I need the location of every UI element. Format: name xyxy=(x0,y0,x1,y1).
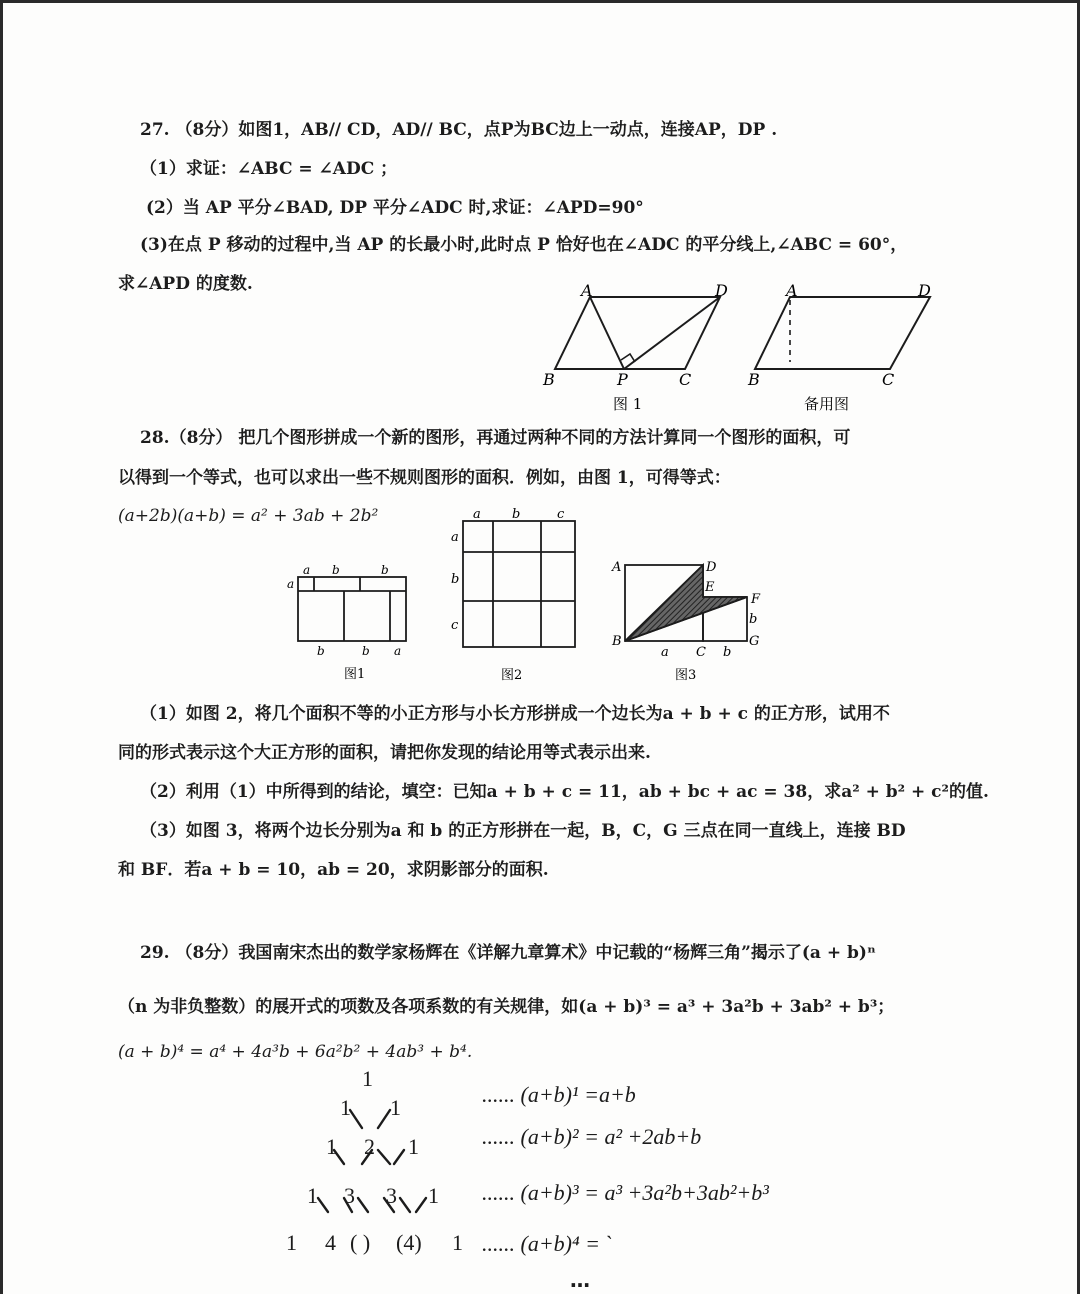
q27-fig1-label-a: A xyxy=(581,282,593,300)
q28-fig2-left-c: c xyxy=(451,618,459,633)
tri-r4-c1: 4 xyxy=(325,1230,336,1255)
q27-part3-line2: 求∠APD 的度数. xyxy=(118,274,253,294)
q28-fig3-caption: 图3 xyxy=(675,668,697,683)
q27-backup-label-d: D xyxy=(918,282,931,300)
q28-fig3-label-e: E xyxy=(705,580,715,595)
q28-fig1-top-a: a xyxy=(303,563,311,577)
q29-stem-line2: （n 为非负整数）的展开式的项数及各项系数的有关规律，如(a + b)³ = a³ + 3a²b + 3ab² + b³； xyxy=(118,997,895,1017)
tri-r4-c4: 1 xyxy=(452,1230,463,1255)
expansion-eq-2: ...... (a+b)² = a² +2ab+b xyxy=(482,1124,702,1149)
scan-border-top xyxy=(0,0,1080,3)
q27-fig1-label-p: P xyxy=(617,370,628,389)
q28-fig2-top-b: b xyxy=(512,507,521,522)
q28-fig2-left-b: b xyxy=(451,572,460,587)
q28-fig1-bottom-a: a xyxy=(394,644,402,658)
q27-fig1-caption: 图 1 xyxy=(613,395,643,413)
scan-border-left xyxy=(0,0,3,1294)
q28-part3-line1: （3）如图 3，将两个边长分别为a 和 b 的正方形拼在一起，B，C，G 三点在同一直线上，连接 BD xyxy=(140,821,906,841)
q28-part3-line2: 和 BF．若a + b = 10，ab = 20，求阴影部分的面积. xyxy=(118,860,549,880)
tri-r0-c0: 1 xyxy=(362,1066,373,1091)
q28-fig1-bottom-b1: b xyxy=(317,644,325,658)
q28-figure-3 xyxy=(605,555,775,690)
q28-fig3-label-g: G xyxy=(749,634,760,649)
q28-fig3-label-f: F xyxy=(751,592,761,607)
q28-part1-line2: 同的形式表示这个大正方形的面积，请把你发现的结论用等式表示出来. xyxy=(118,743,651,763)
triangle-connector-lines xyxy=(280,1090,460,1240)
q27-backup-caption: 备用图 xyxy=(804,395,850,413)
q28-fig3-label-a-point: A xyxy=(612,560,622,575)
q27-backup-label-a: A xyxy=(786,282,798,300)
q28-stem-line2: 以得到一个等式，也可以求出一些不规则图形的面积．例如，由图 1，可得等式： xyxy=(118,468,731,488)
q28-fig3-label-b-right: b xyxy=(749,612,758,627)
continuation-dots: … xyxy=(570,1268,592,1292)
tri-r2-c1: 2 xyxy=(364,1134,375,1159)
q28-figure-1 xyxy=(282,560,417,688)
q29-stem-line3: (a + b)⁴ = a⁴ + 4a³b + 6a²b² + 4ab³ + b⁴. xyxy=(118,1042,473,1062)
tri-r1-c0: 1 xyxy=(340,1095,351,1120)
tri-r3-c3: 1 xyxy=(428,1183,439,1208)
q28-fig2-caption: 图2 xyxy=(501,668,523,683)
q27-fig1-label-c: C xyxy=(679,370,692,389)
tri-r2-c0: 1 xyxy=(326,1134,337,1159)
q27-fig1-label-d: D xyxy=(715,282,728,300)
q27-backup-label-c: C xyxy=(882,370,895,389)
q28-fig3-label-d: D xyxy=(706,560,717,575)
tri-r3-c0: 1 xyxy=(307,1183,318,1208)
q28-fig2-top-c: c xyxy=(557,507,565,522)
tri-r1-c1: 1 xyxy=(390,1095,401,1120)
q28-stem-line1: 28.（8分） 把几个图形拼成一个新的图形，再通过两种不同的方法计算同一个图形的面积，可 xyxy=(140,428,851,448)
q28-fig1-bottom-b2: b xyxy=(362,644,370,658)
q28-fig1-top-b1: b xyxy=(332,563,340,577)
q27-fig1-label-b: B xyxy=(543,370,555,389)
expansion-eq-3: ...... (a+b)³ = a³ +3a²b+3ab²+b³ xyxy=(482,1180,769,1205)
q27-stem: 27. （8分）如图1，AB// CD，AD// BC，点P为BC边上一动点，连接AP，DP . xyxy=(140,120,778,140)
q28-figure-2 xyxy=(445,505,585,690)
q27-figure-1 xyxy=(535,282,740,417)
q28-part1-line1: （1）如图 2，将几个面积不等的小正方形与小长方形拼成一个边长为a + b + c 的正方形，试用不 xyxy=(140,704,890,724)
q27-part2: (2）当 AP 平分∠BAD, DP 平分∠ADC 时,求证：∠APD=90° xyxy=(146,198,644,218)
q27-part3-line1: (3)在点 P 移动的过程中,当 AP 的长最小时,此时点 P 恰好也在∠ADC 的平分线上,∠ABC = 60°， xyxy=(140,235,908,255)
q28-fig3-label-a-side: a xyxy=(661,645,669,660)
tri-r4-c0: 1 xyxy=(286,1230,297,1255)
q28-formula: (a+2b)(a+b) = a² + 3ab + 2b² xyxy=(118,506,379,526)
tri-r2-c2: 1 xyxy=(408,1134,419,1159)
q27-backup-label-b: B xyxy=(748,370,760,389)
q28-fig3-label-b-point: B xyxy=(612,634,622,649)
q27-part1: （1）求证：∠ABC = ∠ADC ； xyxy=(140,159,398,179)
q28-fig1-left-a: a xyxy=(287,577,295,591)
q28-fig3-label-c: C xyxy=(696,645,706,660)
expansion-eq-4: ...... (a+b)⁴ = ˋ xyxy=(482,1231,613,1256)
q29-stem-line1: 29. （8分）我国南宋杰出的数学家杨辉在《详解九章算术》中记载的“杨辉三角”揭示了(a + b)ⁿ xyxy=(140,943,876,963)
q28-fig2-top-a: a xyxy=(473,507,481,522)
tri-r3-c2: 3 xyxy=(386,1183,397,1208)
expansion-eq-1: ...... (a+b)¹ =a+b xyxy=(482,1082,636,1107)
tri-r4-c2: ( ) xyxy=(350,1230,371,1255)
q28-fig1-top-b2: b xyxy=(381,563,389,577)
q28-fig1-caption: 图1 xyxy=(344,667,366,682)
tri-r3-c1: 3 xyxy=(344,1183,355,1208)
q28-part2: （2）利用（1）中所得到的结论，填空：已知a + b + c = 11，ab + bc + ac = 38，求a² + b² + c²的值. xyxy=(140,782,989,802)
q28-fig2-left-a: a xyxy=(451,530,459,545)
tri-r4-c3: (4) xyxy=(396,1230,422,1255)
q27-backup-figure xyxy=(740,282,940,417)
q28-fig3-label-b-bottom: b xyxy=(723,645,732,660)
